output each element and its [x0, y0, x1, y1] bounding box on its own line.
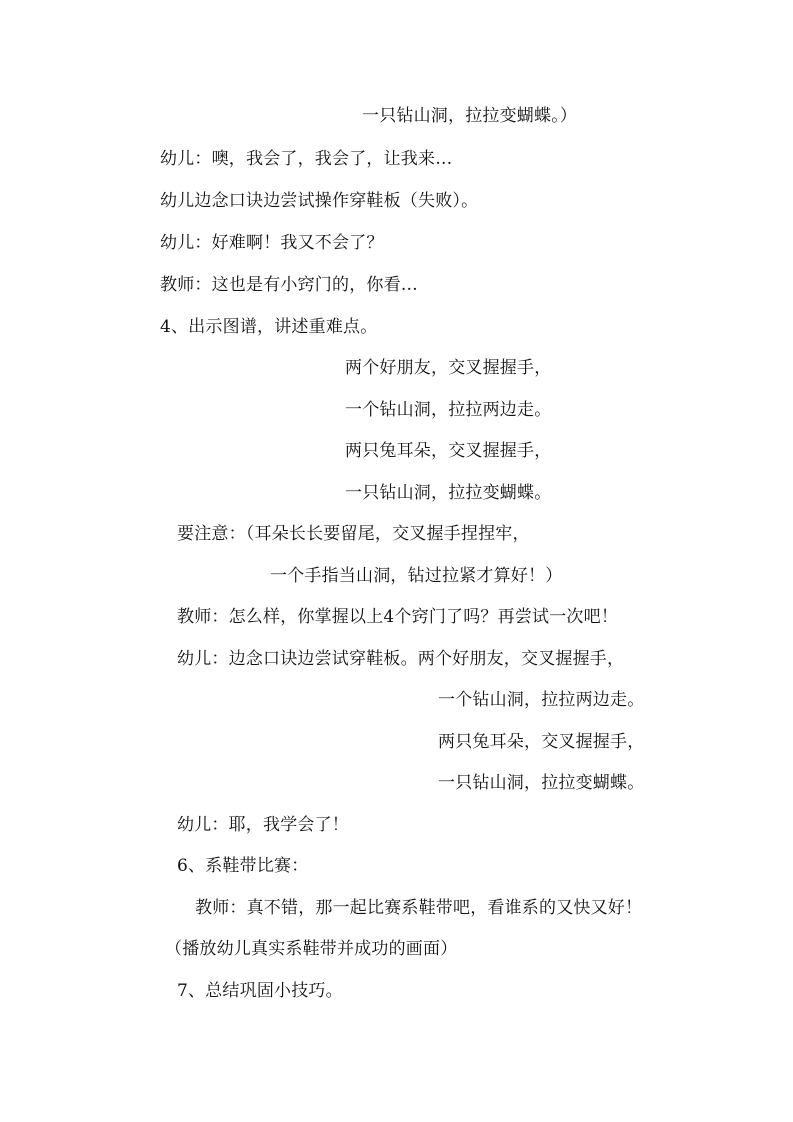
rhyme-line: 一只钻山洞，拉拉变蝴蝶。: [345, 483, 552, 503]
section-heading: 7、总结巩固小技巧。: [177, 981, 343, 1001]
rhyme-line: 两个好朋友，交叉握握手，: [345, 358, 552, 378]
text-line: 教师：怎么样，你掌握以上4个窍门了吗？再尝试一次吧！: [177, 607, 619, 627]
text-line: 幼儿：耶，我学会了！: [177, 815, 349, 835]
text-line: 一只钻山洞，拉拉变蝴蝶。）: [362, 106, 578, 126]
rhyme-line: 两只兔耳朵，交叉握握手，: [438, 732, 645, 752]
text-line: 幼儿：好难啊！我又不会了？: [160, 233, 384, 253]
text-line: 教师：真不错，那一起比赛系鞋带吧，看谁系的又快又好！: [195, 898, 643, 918]
rhyme-line: 一个钻山洞，拉拉两边走。: [345, 400, 552, 420]
section-heading: 6、系鞋带比赛：: [177, 856, 309, 876]
text-line: 一个手指当山洞，钻过拉紧才算好！）: [270, 566, 563, 586]
rhyme-line: 两只兔耳朵，交叉握握手，: [345, 441, 552, 461]
text-line: 要注意：（耳朵长长要留尾，交叉握手捏捏牢，: [177, 524, 530, 544]
text-line: 幼儿：边念口诀边尝试穿鞋板。两个好朋友，交叉握握手，: [177, 649, 625, 669]
rhyme-line: 一个钻山洞，拉拉两边走。: [438, 690, 645, 710]
rhyme-line: 一只钻山洞，拉拉变蝴蝶。: [438, 773, 645, 793]
section-heading: 4、出示图谱，讲述重难点。: [160, 317, 378, 337]
text-line: 教师：这也是有小窍门的，你看…: [160, 275, 418, 295]
text-line: 幼儿边念口诀边尝试操作穿鞋板（失败）。: [160, 191, 479, 211]
text-line: （播放幼儿真实系鞋带并成功的画面）: [165, 939, 458, 959]
text-line: 幼儿：噢，我会了，我会了，让我来…: [160, 149, 453, 169]
